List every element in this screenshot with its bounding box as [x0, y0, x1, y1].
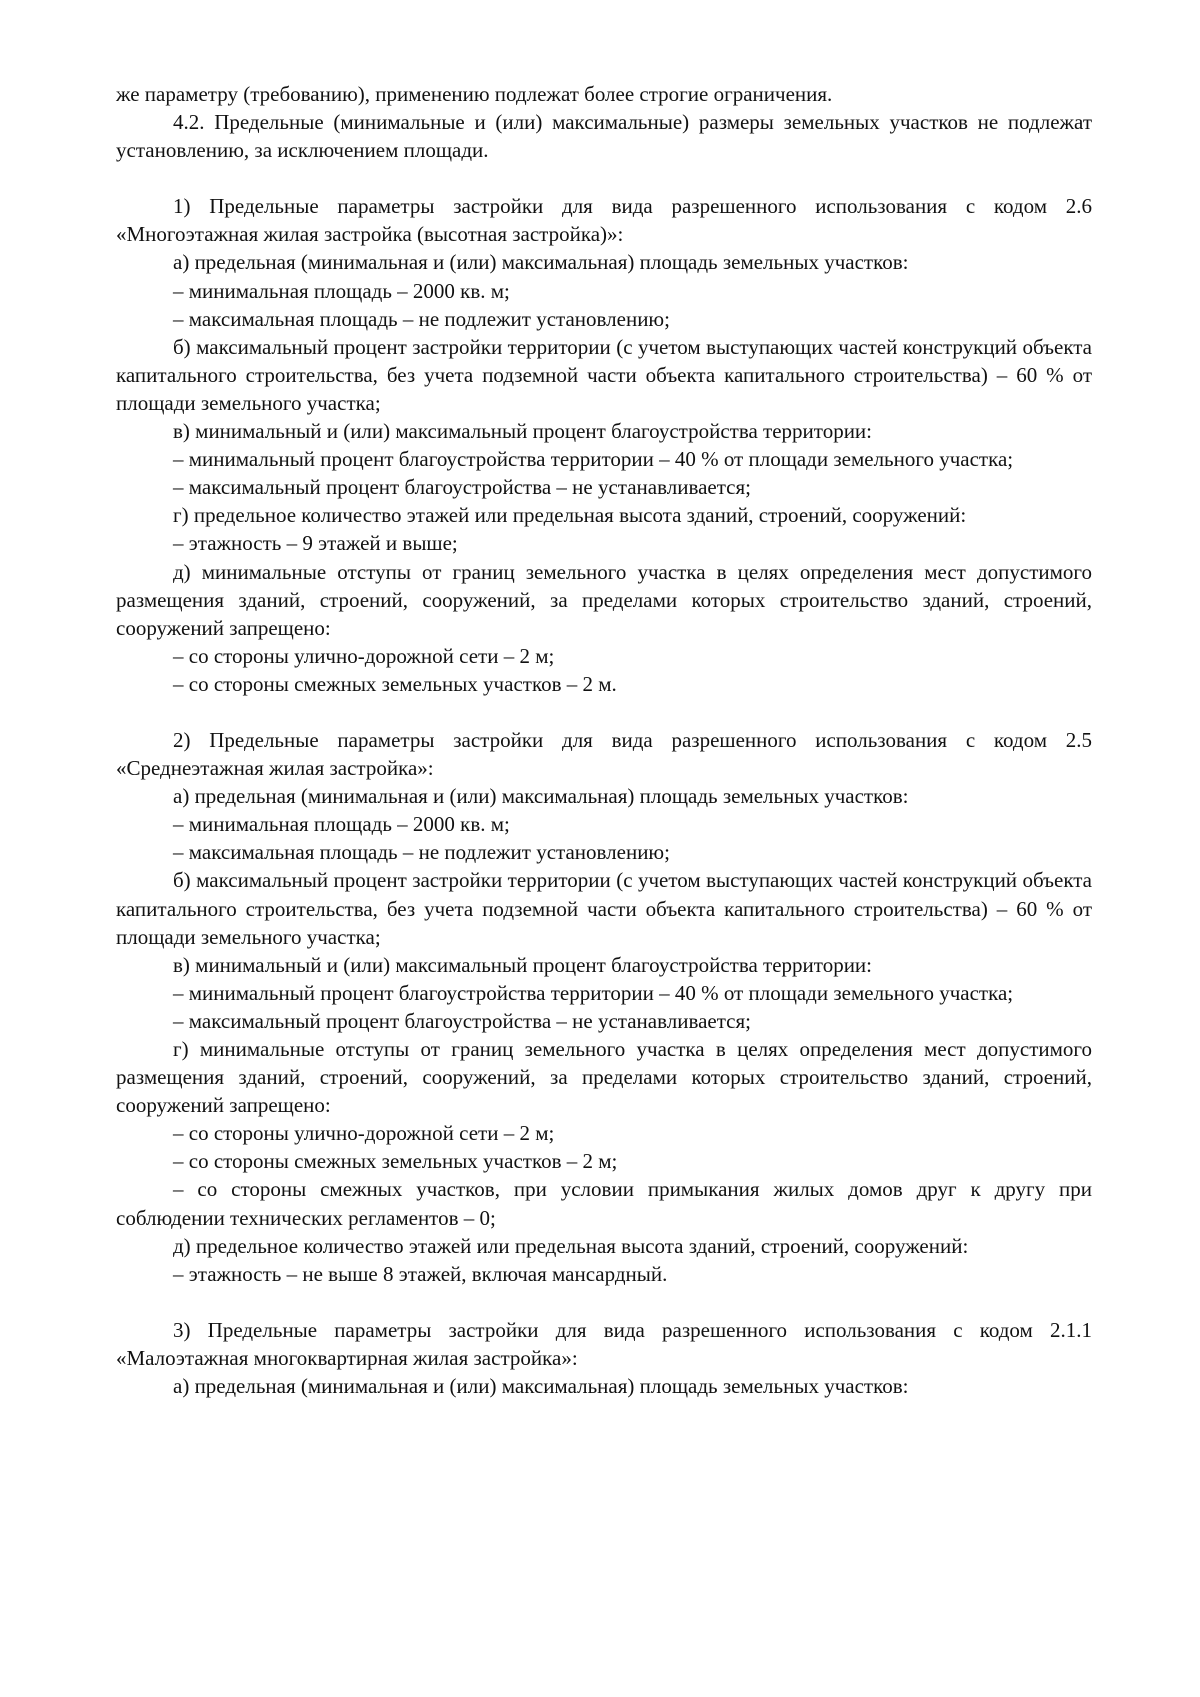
section-1-item-b: б) максимальный процент застройки территории (с учетом выступающих частей конструкций объекта капитального строительства, без учета подземной части объекта капитального строительства) – 60 % от площади земельного участка;	[116, 334, 1092, 415]
document-page	[116, 80, 1092, 1400]
section-1-setback-street: – со стороны улично-дорожной сети – 2 м;	[173, 643, 555, 668]
section-1-item-d: д) минимальные отступы от границ земельного участка в целях определения мест допустимого размещения зданий, строений, сооружений, за пределами которых строительство зданий, строений, сооружений запрещено:	[116, 559, 1092, 640]
section-2-min-area: – минимальная площадь – 2000 кв. м;	[173, 812, 510, 837]
section-2-max-landscaping: – максимальный процент благоустройства – не устанавливается;	[173, 1008, 751, 1033]
section-1-item-v: в) минимальный и (или) максимальный процент благоустройства территории:	[173, 419, 872, 444]
section-1-item-g: г) предельное количество этажей или предельная высота зданий, строений, сооружений:	[173, 503, 967, 528]
section-2-item-g: г) минимальные отступы от границ земельного участка в целях определения мест допустимого размещения зданий, строений, сооружений, за пределами которых строительство зданий, строений, сооружений запрещено:	[116, 1037, 1092, 1118]
section-1-setback-adjacent: – со стороны смежных земельных участков – 2 м.	[173, 671, 617, 696]
section-2-floors: – этажность – не выше 8 этажей, включая мансардный.	[173, 1261, 668, 1286]
section-1-max-area: – максимальная площадь – не подлежит установлению;	[173, 306, 670, 331]
section-1-floors: – этажность – 9 этажей и выше;	[173, 531, 458, 556]
section-1-max-landscaping: – максимальный процент благоустройства – не устанавливается;	[173, 475, 751, 500]
section-2-max-area: – максимальная площадь – не подлежит установлению;	[173, 840, 670, 865]
section-2-item-d: д) предельное количество этажей или предельная высота зданий, строений, сооружений:	[173, 1233, 969, 1258]
section-2-setback-street: – со стороны улично-дорожной сети – 2 м;	[173, 1121, 555, 1146]
section-2-setback-adjacent: – со стороны смежных земельных участков – 2 м;	[173, 1149, 618, 1174]
paragraph-gap	[116, 1288, 1092, 1316]
section-3-item-a: а) предельная (минимальная и (или) максимальная) площадь земельных участков:	[173, 1374, 909, 1399]
paragraph-continuation: же параметру (требованию), применению подлежат более строгие ограничения.	[116, 82, 833, 106]
paragraph-gap	[116, 698, 1092, 726]
section-2-setback-joined: – со стороны смежных участков, при условии примыкания жилых домов друг к другу при соблюдении технических регламентов – 0;	[116, 1177, 1092, 1230]
section-1-heading: 1) Предельные параметры застройки для вида разрешенного использования с кодом 2.6 «Многоэтажная жилая застройка (высотная застройка)»:	[116, 194, 1092, 247]
paragraph-gap	[116, 164, 1092, 192]
section-2-item-b: б) максимальный процент застройки территории (с учетом выступающих частей конструкций объекта капитального строительства, без учета подземной части объекта капитального строительства) – 60 % от площади земельного участка;	[116, 868, 1092, 949]
section-1-item-a: а) предельная (минимальная и (или) максимальная) площадь земельных участков:	[173, 250, 909, 275]
section-2-min-landscaping: – минимальный процент благоустройства территории – 40 % от площади земельного участка;	[173, 980, 1014, 1005]
section-1-min-area: – минимальная площадь – 2000 кв. м;	[173, 278, 510, 303]
section-2-heading: 2) Предельные параметры застройки для вида разрешенного использования с кодом 2.5 «Среднеэтажная жилая застройка»:	[116, 727, 1092, 781]
paragraph-4-2: 4.2. Предельные (минимальные и (или) максимальные) размеры земельных участков не подлежат установлению, за исключением площади.	[116, 110, 1092, 163]
section-2-item-v: в) минимальный и (или) максимальный процент благоустройства территории:	[173, 952, 872, 977]
section-3-heading: 3) Предельные параметры застройки для вида разрешенного использования с кодом 2.1.1 «Малоэтажная многоквартирная жилая застройка»:	[116, 1317, 1092, 1370]
section-2-item-a: а) предельная (минимальная и (или) максимальная) площадь земельных участков:	[173, 784, 909, 809]
section-1-min-landscaping: – минимальный процент благоустройства территории – 40 % от площади земельного участка;	[173, 447, 1014, 472]
